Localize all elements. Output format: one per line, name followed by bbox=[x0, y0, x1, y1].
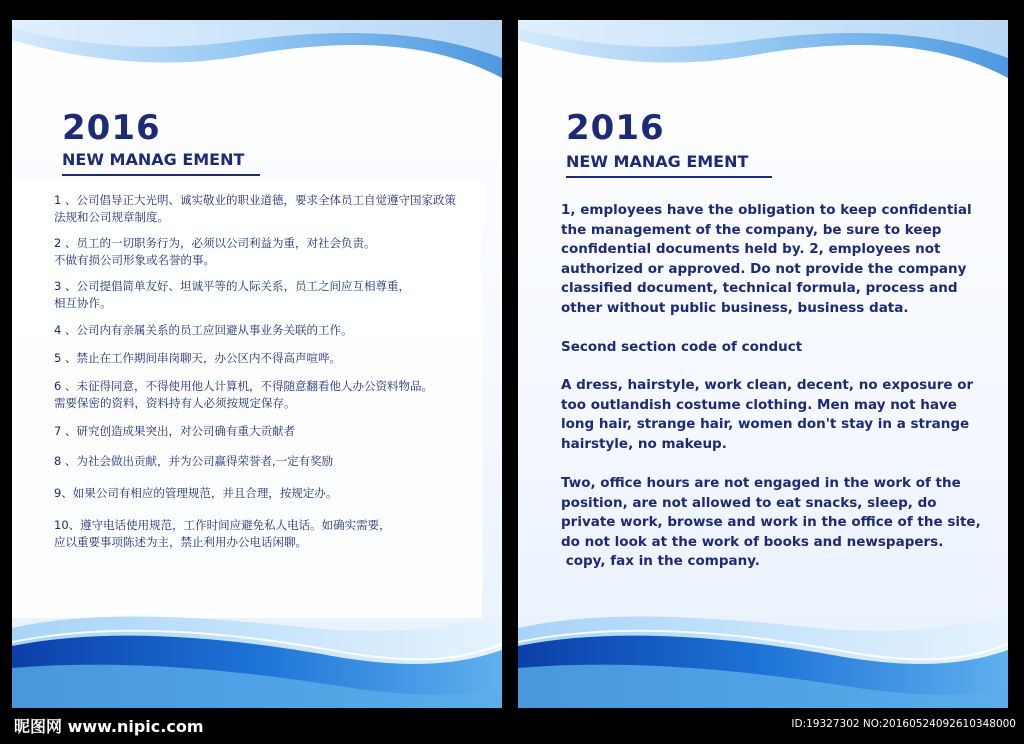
confidentiality-paragraph: 1, employees have the obligation to keep confidential the management of the company, be sure to keep confidential documents held by. 2, employees not authorized or approved. Do not provide the company classified document, technical formula, process and other without public business, business data. bbox=[561, 202, 972, 316]
top-wave-decoration bbox=[12, 20, 502, 110]
list-item: 3 、公司提倡简单友好、坦诚平等的人际关系，员工之间应互相尊重， 相互协作。 bbox=[54, 279, 410, 310]
year-title: 2016 bbox=[566, 108, 665, 148]
image-id-text: ID:19327302 NO:20160524092610348000 bbox=[791, 718, 1016, 730]
list-item: 9、如果公司有相应的管理规范，并且合理，按规定办。 bbox=[54, 486, 338, 500]
top-wave-decoration bbox=[518, 20, 1008, 110]
section-heading: NEW MANAG EMENT bbox=[566, 152, 749, 171]
heading-underline bbox=[566, 176, 772, 178]
left-page bbox=[12, 20, 502, 708]
list-item: 10、遵守电话使用规范，工作时间应避免私人电话。如确实需要， 应以重要事项陈述为主，禁止利用办公电话闲聊。 bbox=[54, 518, 391, 549]
office-hours-paragraph: Two, office hours are not engaged in the work of the position, are not allowed to eat snacks, sleep, do private work, browse and work in the office of the site, do not look at the work of books and newspapers. copy, fax in the company. bbox=[561, 475, 981, 569]
list-item: 5 、禁止在工作期间串岗聊天，办公区内不得高声喧哗。 bbox=[54, 351, 341, 365]
bottom-wave-decoration bbox=[12, 598, 502, 708]
year-title: 2016 bbox=[62, 108, 161, 148]
list-item: 7 、研究创造成果突出，对公司确有重大贡献者 bbox=[54, 424, 295, 438]
conduct-section-title: Second section code of conduct bbox=[561, 339, 803, 355]
dress-code-paragraph: A dress, hairstyle, work clean, decent, no exposure or too outlandish costume clothing. Men may not have long hair, strange hair, women don't stay in a strange hairstyle, no makeup. bbox=[561, 377, 974, 452]
heading-underline bbox=[62, 174, 260, 176]
list-item: 2 、员工的一切职务行为，必须以公司利益为重，对社会负责。 不做有损公司形象或名誉的事。 bbox=[54, 236, 376, 267]
rules-list bbox=[54, 192, 479, 551]
list-item: 6 、未征得同意，不得使用他人计算机，不得随意翻看他人办公资料物品。 需要保密的资料，资料持有人必须按规定保存。 bbox=[54, 379, 433, 410]
list-item: 4 、公司内有亲属关系的员工应回避从事业务关联的工作。 bbox=[54, 323, 353, 337]
watermark-logo: 昵图网 www.nipic.com bbox=[14, 717, 204, 736]
list-item: 1 、公司倡导正大光明、诚实敬业的职业道德，要求全体员工自觉遵守国家政策 法规和公司规章制度。 bbox=[54, 193, 456, 224]
bottom-wave-decoration bbox=[518, 598, 1008, 708]
list-item: 8 、为社会做出贡献，并为公司赢得荣誉者,一定有奖励 bbox=[54, 454, 334, 468]
section-heading: NEW MANAG EMENT bbox=[62, 150, 245, 169]
right-page bbox=[518, 20, 1008, 708]
